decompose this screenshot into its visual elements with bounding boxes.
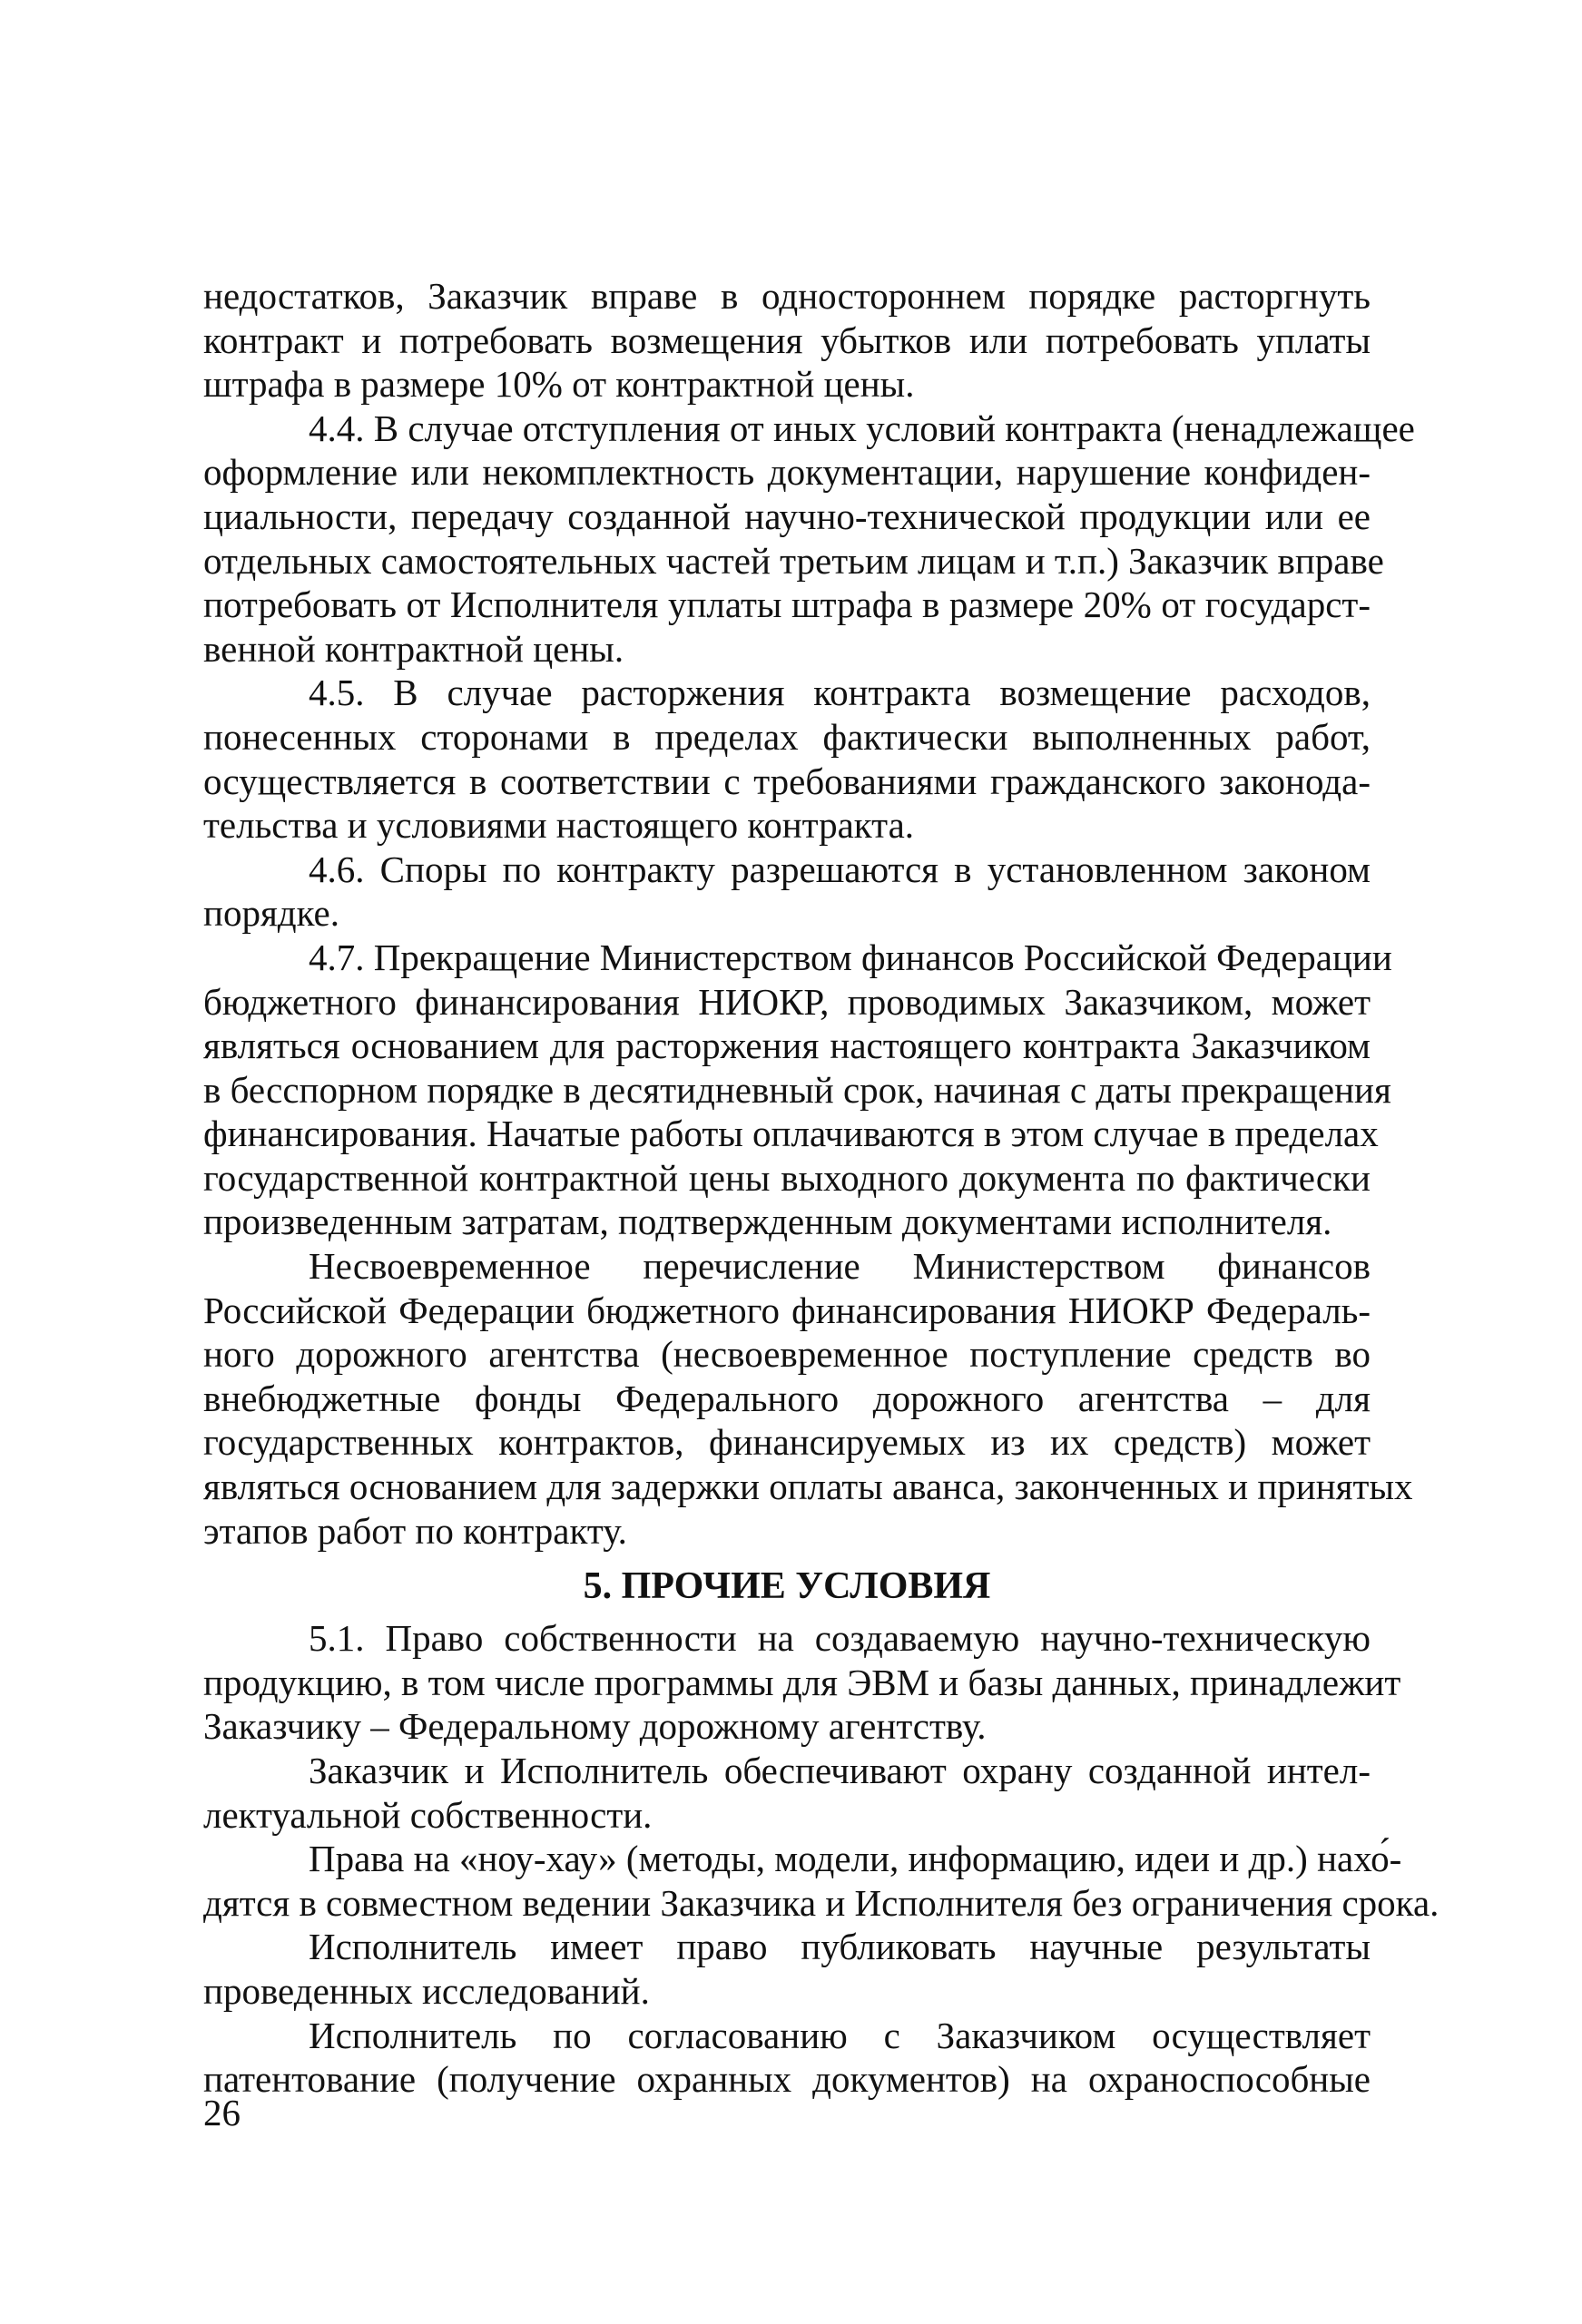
text-line: государственной контрактной цены выходного документа по фактически <box>203 1156 1371 1199</box>
text-line: произведенным затратам, подтвержденным документами исполнителя. <box>203 1201 1332 1243</box>
text-line: в бесспорном порядке в десятидневный срок, начиная с даты прекращения <box>203 1068 1391 1111</box>
paragraph-start: Права на «ноу-хау» (методы, модели, информацию, идеи и др.) нахо́- <box>309 1838 1402 1880</box>
paragraph-4-6-start: 4.6. Споры по контракту разрешаются в установленном законом <box>309 848 1371 890</box>
page-number: 26 <box>203 2092 241 2133</box>
text-line: порядке. <box>203 892 340 935</box>
text-line: лектуальной собственности. <box>203 1793 653 1836</box>
text-line: этапов работ по контракту. <box>203 1509 627 1552</box>
text-line: штрафа в размере 10% от контрактной цены. <box>203 363 915 406</box>
text-line: проведенных исследований. <box>203 1969 650 2012</box>
text-line: патентование (получение охранных документов) на охраноспособные <box>203 2058 1371 2101</box>
paragraph-4-4-start: 4.4. В случае отступления от иных условий контракта (ненадлежащее <box>309 407 1415 449</box>
paragraph-4-5-start: 4.5. В случае расторжения контракта возмещение расходов, <box>309 672 1371 714</box>
paragraph-start: Исполнитель имеет право публиковать научные результаты <box>309 1926 1371 1968</box>
text-line: являться основанием для расторжения настоящего контракта Заказчиком <box>203 1025 1371 1067</box>
paragraph-5-1-start: 5.1. Право собственности на создаваемую научно-техническую <box>309 1617 1371 1660</box>
text-line: осуществляется в соответствии с требованиями гражданского законода- <box>203 760 1371 802</box>
text-line: циальности, передачу созданной научно-технической продукции или ее <box>203 495 1371 537</box>
text-line: государственных контрактов, финансируемых из их средств) может <box>203 1421 1371 1464</box>
text-line: ного дорожного агентства (несвоевременное поступление средств во <box>203 1333 1371 1376</box>
paragraph-start: Несвоевременное перечисление Министерством финансов <box>309 1245 1371 1288</box>
text-line: внебюджетные фонды Федерального дорожного агентства – для <box>203 1377 1371 1419</box>
paragraph-4-7-start: 4.7. Прекращение Министерством финансов Российской Федерации <box>309 936 1392 978</box>
text-line: оформление или некомплектность документации, нарушение конфиден- <box>203 451 1371 494</box>
text-line: отдельных самостоятельных частей третьим лицам и т.п.) Заказчик вправе <box>203 539 1384 582</box>
section-heading: 5. ПРОЧИЕ УСЛОВИЯ <box>583 1565 991 1608</box>
text-line: продукцию, в том числе программы для ЭВМ и базы данных, принадлежит <box>203 1661 1401 1703</box>
page-body <box>203 274 1440 2102</box>
text-line: бюджетного финансирования НИОКР, проводимых Заказчиком, может <box>203 980 1371 1023</box>
text-line: потребовать от Исполнителя уплаты штрафа в размере 20% от государст- <box>203 583 1371 626</box>
text-line: Российской Федерации бюджетного финансирования НИОКР Федераль- <box>203 1289 1371 1331</box>
text-line: являться основанием для задержки оплаты аванса, законченных и принятых <box>203 1466 1413 1508</box>
paragraph-start: Исполнитель по согласованию с Заказчиком осуществляет <box>309 2014 1371 2056</box>
text-line: Заказчику – Федеральному дорожному агентству. <box>203 1705 987 1748</box>
text-line: недостатков, Заказчик вправе в одностороннем порядке расторгнуть <box>203 275 1371 317</box>
text-line: тельства и условиями настоящего контракта. <box>203 804 915 847</box>
text-line: контракт и потребовать возмещения убытков или потребовать уплаты <box>203 319 1371 361</box>
text-line: финансирования. Начатые работы оплачиваются в этом случае в пределах <box>203 1113 1379 1155</box>
text-line: понесенных сторонами в пределах фактически выполненных работ, <box>203 715 1371 758</box>
text-line: венной контрактной цены. <box>203 627 624 670</box>
text-line: дятся в совместном ведении Заказчика и Исполнителя без ограничения срока. <box>203 1881 1440 1924</box>
paragraph-start: Заказчик и Исполнитель обеспечивают охрану созданной интел- <box>309 1750 1371 1791</box>
